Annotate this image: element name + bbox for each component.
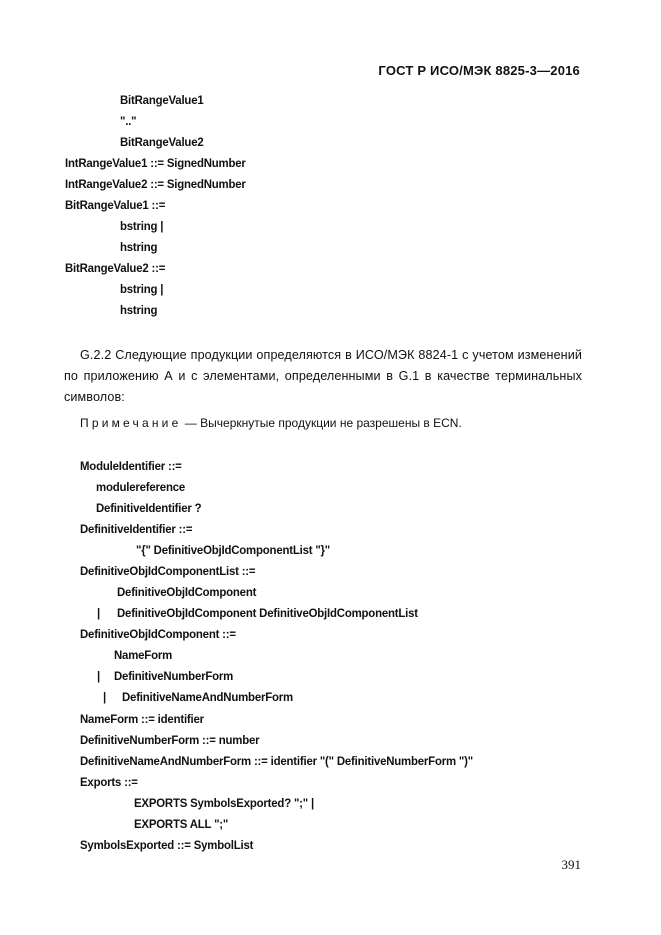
- grammar-line: DefinitiveNameAndNumberForm ::= identifier "(" DefinitiveNumberForm ")": [80, 754, 473, 768]
- grammar-line: EXPORTS ALL ";": [134, 817, 229, 831]
- note-text: — Вычеркнутые продукции не разрешены в ECN.: [181, 416, 462, 430]
- grammar-line: DefinitiveNumberForm ::= number: [80, 733, 260, 747]
- grammar-line: SymbolsExported ::= SymbolList: [80, 838, 254, 852]
- grammar-line: DefinitiveNumberForm: [114, 669, 234, 683]
- clause-text: G.2.2 Следующие продукции определяются в ИСО/МЭК 8824-1 с учетом изменений по приложению А и с элементами, определенными в G.1 в качестве терминальных символов:: [64, 348, 582, 404]
- grammar-line: IntRangeValue2 ::= SignedNumber: [65, 177, 246, 191]
- grammar-line: BitRangeValue2 ::=: [65, 261, 166, 275]
- grammar-line: BitRangeValue1 ::=: [65, 198, 166, 212]
- grammar-line: DefinitiveObjIdComponentList ::=: [80, 564, 256, 578]
- grammar-line: bstring |: [120, 282, 164, 296]
- grammar-line: bstring |: [120, 219, 164, 233]
- grammar-line: EXPORTS SymbolsExported? ";" |: [134, 796, 314, 810]
- alternative-bar: |: [97, 606, 101, 620]
- note-label: Примечание: [80, 416, 182, 430]
- grammar-line: modulereference: [96, 480, 186, 494]
- note: [80, 416, 462, 430]
- grammar-line: hstring: [120, 240, 158, 254]
- grammar-line: ModuleIdentifier ::=: [80, 459, 182, 473]
- grammar-line: DefinitiveIdentifier ::=: [80, 522, 193, 536]
- page-number: 391: [561, 857, 581, 872]
- grammar-line: "{" DefinitiveObjIdComponentList "}": [136, 543, 331, 557]
- grammar-line: IntRangeValue1 ::= SignedNumber: [65, 156, 246, 170]
- grammar-line: "..": [120, 114, 137, 128]
- grammar-line: NameForm ::= identifier: [80, 712, 204, 726]
- grammar-line: NameForm: [114, 648, 173, 662]
- grammar-line: Exports ::=: [80, 775, 138, 789]
- grammar-line: DefinitiveObjIdComponent ::=: [80, 627, 236, 641]
- alternative-bar: |: [97, 669, 101, 683]
- standard-header: ГОСТ Р ИСО/МЭК 8825-3—2016: [378, 63, 580, 78]
- grammar-line: DefinitiveObjIdComponent: [117, 585, 257, 599]
- grammar-line: DefinitiveIdentifier ?: [96, 501, 202, 515]
- grammar-line: BitRangeValue2: [120, 135, 204, 149]
- grammar-line: DefinitiveNameAndNumberForm: [122, 690, 293, 704]
- alternative-bar: |: [103, 690, 107, 704]
- grammar-line: hstring: [120, 303, 158, 317]
- grammar-line: DefinitiveObjIdComponent DefinitiveObjIdComponentList: [117, 606, 418, 620]
- grammar-line: BitRangeValue1: [120, 93, 204, 107]
- clause-paragraph: [64, 345, 582, 408]
